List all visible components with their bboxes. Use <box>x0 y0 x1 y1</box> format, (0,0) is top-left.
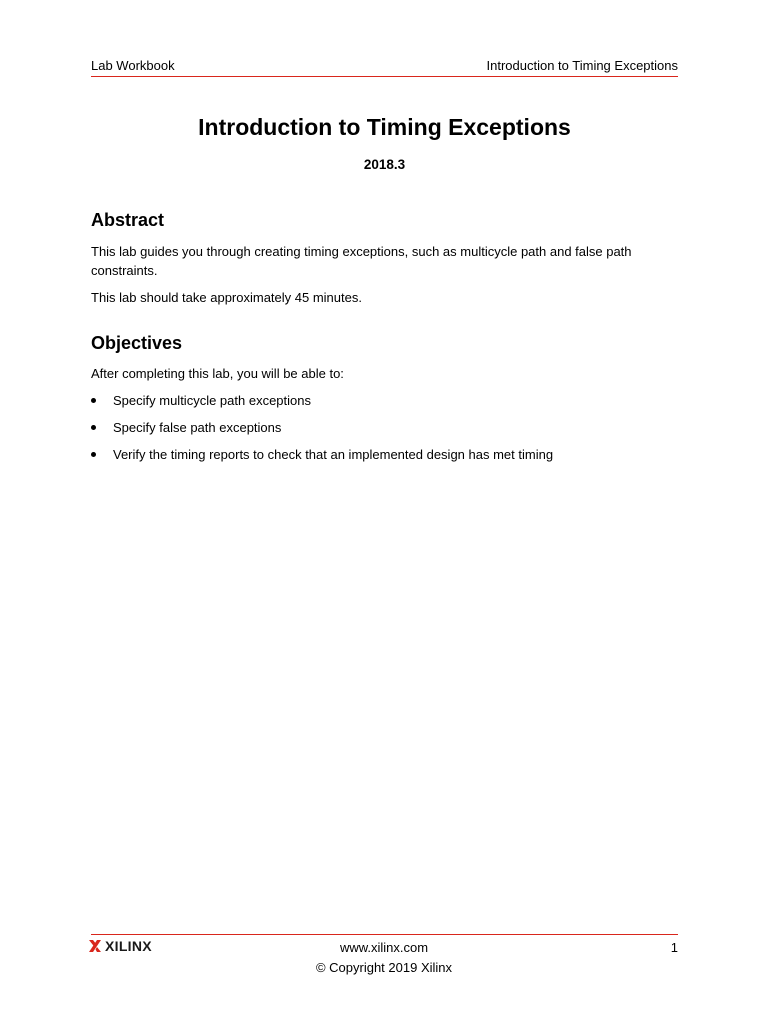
footer-url-link[interactable]: www.xilinx.com <box>339 940 429 955</box>
abstract-paragraph-2: This lab should take approximately 45 minutes. <box>91 290 362 305</box>
copyright-text: © Copyright 2019 Xilinx <box>315 960 453 975</box>
document-version: 2018.3 <box>363 157 406 172</box>
abstract-paragraph-1: This lab guides you through creating timing exceptions, such as multicycle path and false path constraints. <box>91 244 632 278</box>
page-header <box>91 57 678 77</box>
objective-text: Verify the timing reports to check that an implemented design has met timing <box>113 447 554 462</box>
page-number: 1 <box>670 940 678 955</box>
objective-text: Specify multicycle path exceptions <box>113 393 311 408</box>
bullet-dot-icon <box>91 425 96 430</box>
objectives-list <box>91 391 678 472</box>
objective-item <box>91 391 678 410</box>
objective-item <box>91 418 678 437</box>
header-left-label: Lab Workbook <box>91 58 175 73</box>
objective-text: Specify false path exceptions <box>113 420 282 435</box>
objectives-intro: After completing this lab, you will be able to: <box>91 366 344 381</box>
header-right-label: Introduction to Timing Exceptions <box>486 58 678 73</box>
document-title: Introduction to Timing Exceptions <box>198 114 571 140</box>
abstract-heading: Abstract <box>91 210 165 230</box>
objectives-heading: Objectives <box>91 333 183 353</box>
bullet-dot-icon <box>91 398 96 403</box>
objective-item <box>91 445 678 464</box>
logo-text: XILINX <box>105 938 152 954</box>
footer-divider <box>91 934 678 935</box>
bullet-dot-icon <box>91 452 96 457</box>
